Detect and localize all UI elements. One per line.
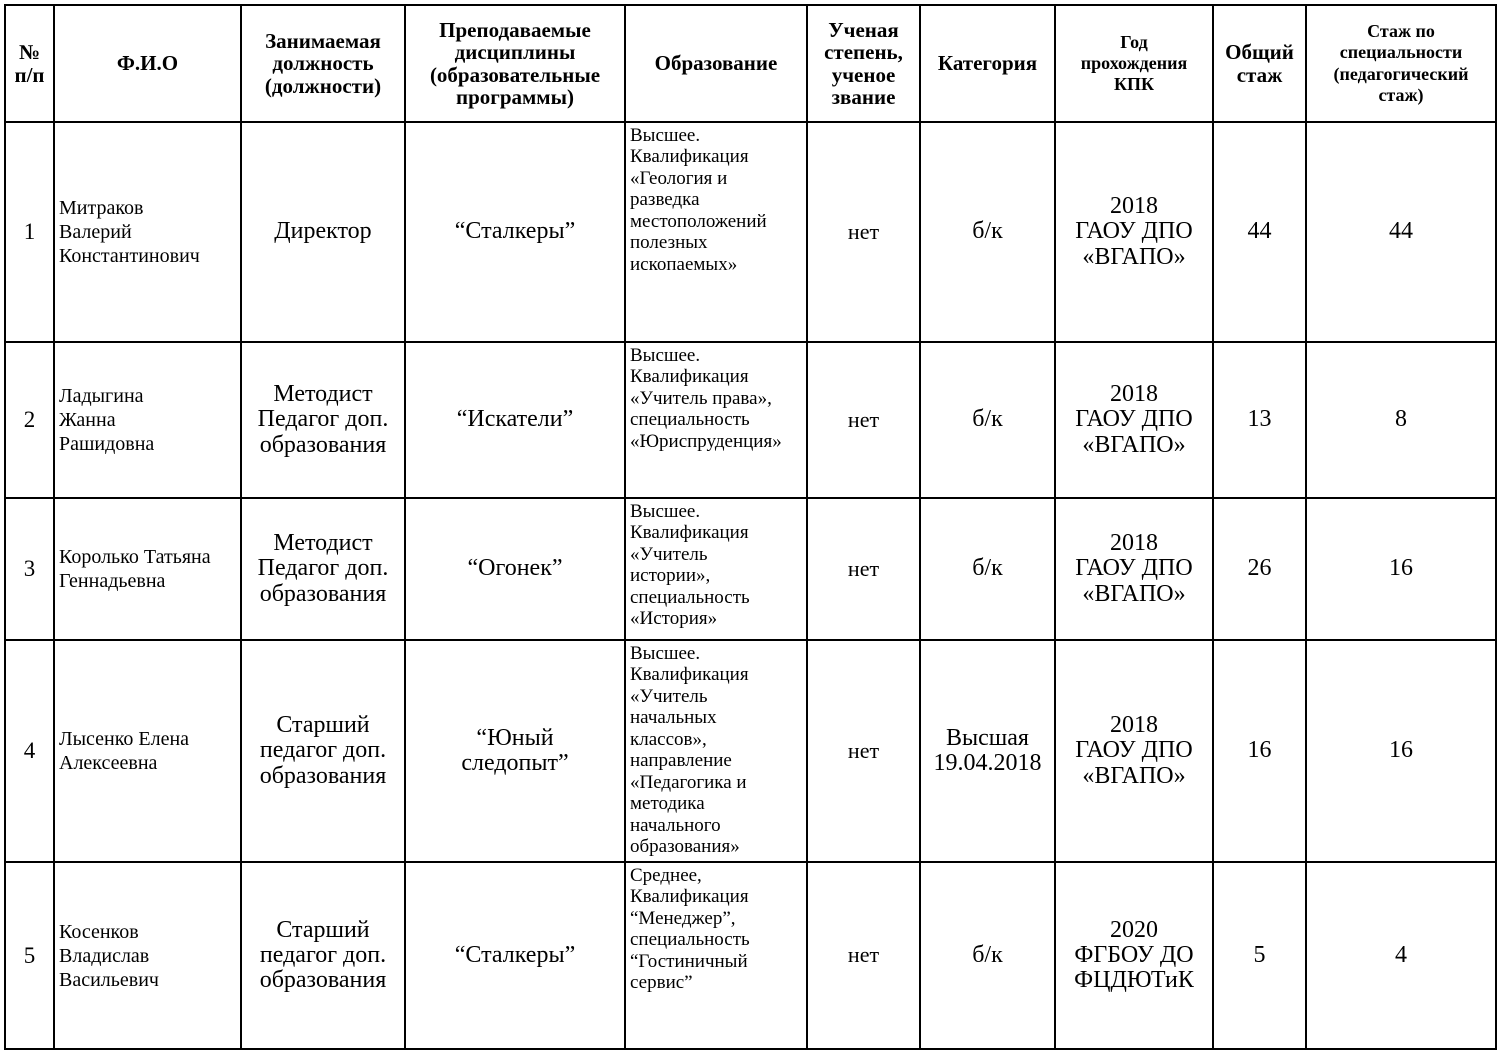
header-education: Образование (625, 5, 807, 122)
cell-degree: нет (807, 342, 920, 498)
header-fio: Ф.И.О (54, 5, 241, 122)
table-row (5, 342, 1496, 498)
cell-degree: нет (807, 862, 920, 1049)
cell-program: “Искатели” (405, 342, 625, 498)
header-num: № п/п (5, 5, 54, 122)
table-row (5, 640, 1496, 862)
cell-category: б/к (920, 122, 1055, 342)
cell-degree: нет (807, 122, 920, 342)
cell-position: Старший педагог доп. образования (241, 862, 405, 1049)
cell-fio: Косенков Владислав Васильевич (54, 862, 241, 1049)
cell-degree: нет (807, 640, 920, 862)
header-total: Общий стаж (1213, 5, 1306, 122)
cell-special: 16 (1306, 640, 1496, 862)
cell-position: Старший педагог доп. образования (241, 640, 405, 862)
cell-num: 4 (5, 640, 54, 862)
cell-special: 8 (1306, 342, 1496, 498)
cell-kpk: 2020 ФГБОУ ДО ФЦДЮТиК (1055, 862, 1213, 1049)
cell-kpk: 2018 ГАОУ ДПО «ВГАПО» (1055, 498, 1213, 640)
cell-special: 4 (1306, 862, 1496, 1049)
cell-program: “Огонек” (405, 498, 625, 640)
staff-table (4, 4, 1497, 1050)
header-disciplines: Преподаваемые дисциплины (образовательные программы) (405, 5, 625, 122)
cell-education: Высшее. Квалификация «Геология и разведка местоположений полезных ископаемых» (625, 122, 807, 342)
cell-education: Высшее. Квалификация «Учитель права», специальность «Юриспруденция» (625, 342, 807, 498)
cell-fio: Митраков Валерий Константинович (54, 122, 241, 342)
cell-fio: Ладыгина Жанна Рашидовна (54, 342, 241, 498)
cell-category: б/к (920, 498, 1055, 640)
cell-num: 5 (5, 862, 54, 1049)
cell-total: 16 (1213, 640, 1306, 862)
cell-kpk: 2018 ГАОУ ДПО «ВГАПО» (1055, 640, 1213, 862)
cell-total: 13 (1213, 342, 1306, 498)
cell-special: 16 (1306, 498, 1496, 640)
cell-program: “Сталкеры” (405, 862, 625, 1049)
cell-total: 26 (1213, 498, 1306, 640)
cell-kpk: 2018 ГАОУ ДПО «ВГАПО» (1055, 122, 1213, 342)
cell-kpk: 2018 ГАОУ ДПО «ВГАПО» (1055, 342, 1213, 498)
table-row (5, 122, 1496, 342)
cell-num: 1 (5, 122, 54, 342)
table-row (5, 862, 1496, 1049)
cell-degree: нет (807, 498, 920, 640)
cell-program: “Сталкеры” (405, 122, 625, 342)
cell-fio: Королько Татьяна Геннадьевна (54, 498, 241, 640)
cell-education: Среднее, Квалификация “Менеджер”, специальность “Гостиничный сервис” (625, 862, 807, 1049)
cell-num: 3 (5, 498, 54, 640)
cell-education: Высшее. Квалификация «Учитель начальных классов», направление «Педагогика и методика начального образования» (625, 640, 807, 862)
cell-education: Высшее. Квалификация «Учитель истории», специальность «История» (625, 498, 807, 640)
cell-total: 5 (1213, 862, 1306, 1049)
header-degree: Ученая степень, ученое звание (807, 5, 920, 122)
cell-category: б/к (920, 342, 1055, 498)
cell-fio: Лысенко Елена Алексеевна (54, 640, 241, 862)
cell-total: 44 (1213, 122, 1306, 342)
header-category: Категория (920, 5, 1055, 122)
cell-position: Методист Педагог доп. образования (241, 498, 405, 640)
table-row (5, 498, 1496, 640)
cell-num: 2 (5, 342, 54, 498)
cell-category: б/к (920, 862, 1055, 1049)
header-position: Занимаемая должность (должности) (241, 5, 405, 122)
cell-position: Директор (241, 122, 405, 342)
header-special: Стаж по специальности (педагогический стаж) (1306, 5, 1496, 122)
cell-category: Высшая 19.04.2018 (920, 640, 1055, 862)
cell-special: 44 (1306, 122, 1496, 342)
cell-position: Методист Педагог доп. образования (241, 342, 405, 498)
header-row (5, 5, 1496, 122)
cell-program: “Юный следопыт” (405, 640, 625, 862)
header-kpk: Год прохождения КПК (1055, 5, 1213, 122)
